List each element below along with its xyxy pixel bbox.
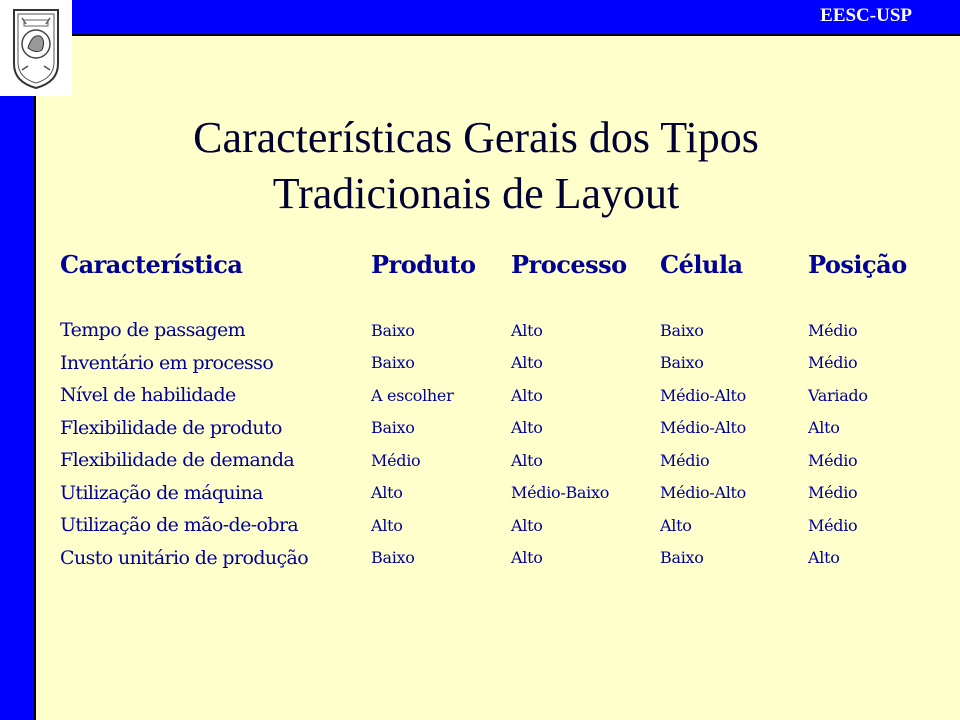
row-label: Flexibilidade de produto xyxy=(60,416,282,439)
cell-celula: Alto xyxy=(660,515,692,535)
cell-celula: Baixo xyxy=(660,353,704,373)
table-header-row xyxy=(60,240,918,288)
header-posicao: Posição xyxy=(808,249,907,279)
cell-processo: Alto xyxy=(511,353,543,373)
left-bar xyxy=(0,96,36,720)
cell-processo: Alto xyxy=(511,418,543,438)
cell-celula: Médio-Alto xyxy=(660,385,746,405)
table-row xyxy=(60,444,918,477)
cell-produto: Baixo xyxy=(371,320,415,340)
table-row xyxy=(60,379,918,412)
characteristics-table xyxy=(60,240,918,574)
university-seal-icon xyxy=(6,4,66,90)
cell-posicao: Médio xyxy=(808,515,858,535)
cell-produto: Baixo xyxy=(371,418,415,438)
table-row xyxy=(60,477,918,510)
header-caracteristica: Característica xyxy=(60,249,243,279)
header-processo: Processo xyxy=(511,249,627,279)
logo xyxy=(0,0,72,96)
title-line-1: Características Gerais dos Tipos xyxy=(193,113,759,162)
title-line-2: Tradicionais de Layout xyxy=(272,169,680,218)
cell-produto: Médio xyxy=(371,450,421,470)
header-celula: Célula xyxy=(660,249,743,279)
cell-processo: Médio-Baixo xyxy=(511,483,610,503)
header-produto: Produto xyxy=(371,249,476,279)
table-row xyxy=(60,347,918,380)
cell-processo: Alto xyxy=(511,548,543,568)
row-label: Utilização de máquina xyxy=(60,481,263,504)
table-row xyxy=(60,542,918,575)
cell-processo: Alto xyxy=(511,385,543,405)
cell-celula: Médio xyxy=(660,450,710,470)
cell-posicao: Médio xyxy=(808,353,858,373)
row-label: Inventário em processo xyxy=(60,351,274,374)
table-row xyxy=(60,314,918,347)
cell-posicao: Médio xyxy=(808,320,858,340)
slide-title xyxy=(96,110,856,222)
cell-celula: Baixo xyxy=(660,548,704,568)
cell-posicao: Variado xyxy=(808,385,868,405)
cell-celula: Baixo xyxy=(660,320,704,340)
cell-produto: Alto xyxy=(371,515,403,535)
cell-produto: A escolher xyxy=(371,385,454,405)
table-row xyxy=(60,509,918,542)
cell-posicao: Alto xyxy=(808,548,840,568)
table-row xyxy=(60,412,918,445)
row-label: Flexibilidade de demanda xyxy=(60,449,295,472)
cell-produto: Alto xyxy=(371,483,403,503)
row-label: Utilização de mão-de-obra xyxy=(60,514,299,537)
cell-processo: Alto xyxy=(511,450,543,470)
cell-posicao: Alto xyxy=(808,418,840,438)
row-label: Tempo de passagem xyxy=(60,319,246,342)
cell-produto: Baixo xyxy=(371,353,415,373)
cell-celula: Médio-Alto xyxy=(660,418,746,438)
row-label: Nível de habilidade xyxy=(60,384,236,407)
row-label: Custo unitário de produção xyxy=(60,546,309,569)
cell-produto: Baixo xyxy=(371,548,415,568)
cell-processo: Alto xyxy=(511,320,543,340)
cell-celula: Médio-Alto xyxy=(660,483,746,503)
cell-posicao: Médio xyxy=(808,483,858,503)
cell-processo: Alto xyxy=(511,515,543,535)
cell-posicao: Médio xyxy=(808,450,858,470)
institution-label: EESC-USP xyxy=(820,5,912,26)
top-bar xyxy=(72,0,960,36)
